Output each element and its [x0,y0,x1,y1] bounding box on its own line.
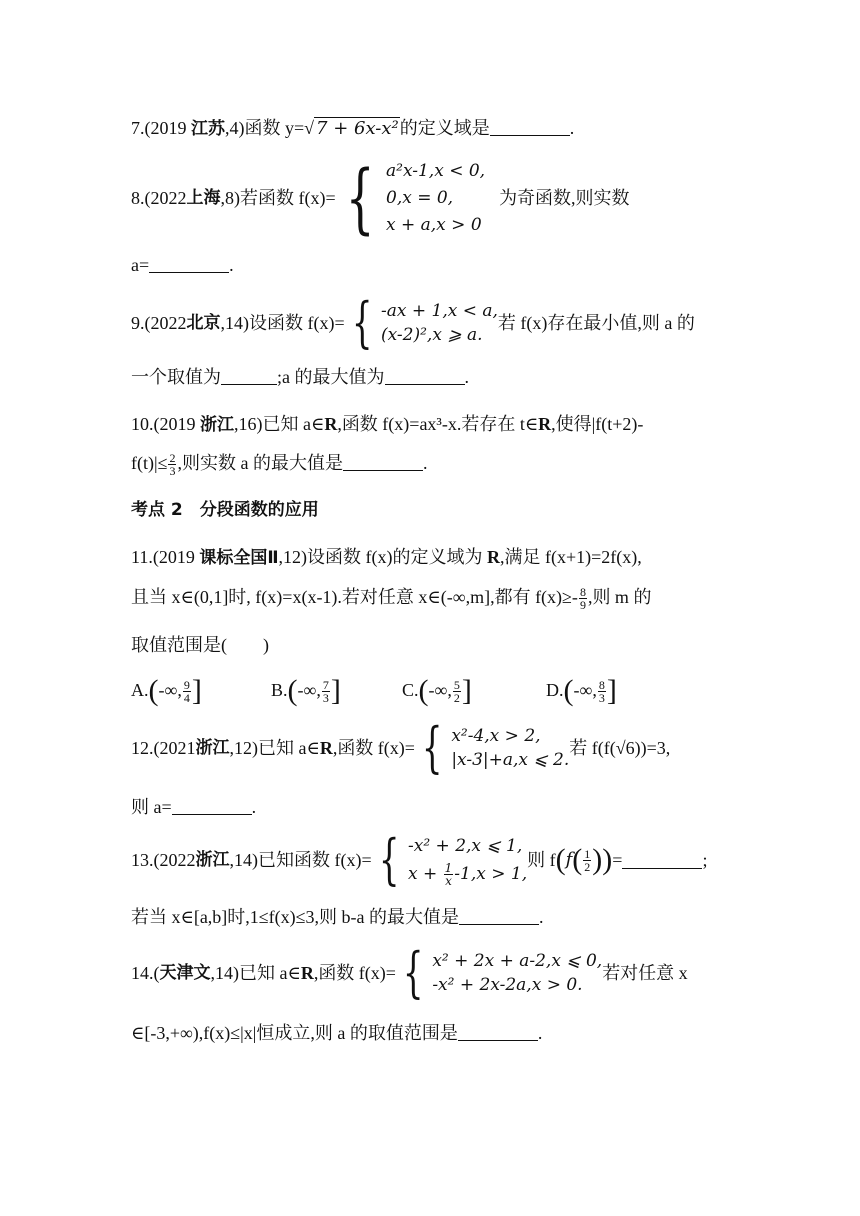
q14-tail: 若对任意 x [602,963,688,983]
bracket-right: ] [606,674,617,707]
question-9-line2 [131,366,469,388]
q10-answer-blank[interactable] [343,454,423,471]
q8-source: 上海 [186,188,221,208]
q9-case-1: -ax + 1,x < a, [381,301,498,321]
question-11-line3: 取值范围是( ) [131,635,269,655]
frac-num: 9 [183,678,190,693]
question-13 [131,830,707,890]
q13-cases [408,832,527,888]
q9-case-2: (x-2)²,x ⩾ a. [381,325,483,345]
bracket-right: ] [330,674,341,707]
q14-piecewise [396,941,603,1004]
q14-cases [432,949,602,997]
q7-tail: 的定义域是 [399,118,490,138]
q11-line2-text-b: ,则 m 的 [587,587,652,607]
q13-text: ,14)已知函数 f(x)= [229,850,372,870]
q11-option-d[interactable] [546,676,617,706]
q10-line2-text: f(t)|≤ [131,453,168,473]
question-9 [131,291,695,354]
q14-end: . [537,1023,543,1043]
q7-sqrt: √ 7 + 6x-x² [304,118,399,139]
q10-number: 10.(2019 [131,414,200,434]
q13-case-2a: x + [408,864,443,884]
q14-text: ,14)已知 a∈ [210,963,301,983]
q12-answer-blank[interactable] [172,798,252,815]
q9-answer-blank-2[interactable] [385,368,465,385]
option-interval: -∞, [158,680,182,700]
option-interval: -∞, [428,680,452,700]
q9-brace: { [351,291,373,354]
q11-option-a[interactable] [131,676,202,706]
q11-line2-text: 且当 x∈(0,1]时, f(x)=x(x-1).若对任意 x∈(-∞,m],都有 f(x)≥- [131,587,578,607]
q7-number: 7.(2019 [131,118,191,138]
q8-case-1: a²x-1,x < 0, [386,160,486,181]
q13-source: 浙江 [195,850,230,870]
q7-answer-blank[interactable] [490,119,570,136]
option-interval: -∞, [297,680,321,700]
q8-number: 8.(2022 [131,188,187,208]
q14-case-2: -x² + 2x-2a,x > 0. [432,975,583,995]
q8-text: ,8)若函数 f(x)= [220,188,336,208]
q9-end: . [464,367,469,387]
q14-number: 14.( [131,963,160,983]
frac-den: x [445,874,452,888]
q9-line2-text-b: ;a 的最大值为 [277,367,385,387]
q13-case-fraction [444,862,454,887]
question-13-line2 [131,906,544,928]
q8-case-3: x + a,x > 0 [386,214,482,235]
option-interval: -∞, [573,680,597,700]
q9-cases [381,299,498,347]
q11-frac-den: 9 [579,598,586,613]
q13-answer-blank-2[interactable] [459,908,539,925]
q10-real-set-2: R [538,414,552,434]
q13-tail: 则 f [527,850,556,870]
q13-case-2 [408,860,527,888]
q11-real-set: R [487,547,501,567]
question-8 [131,153,630,242]
question-11 [131,546,642,569]
q10-line2-text-b: ,则实数 a 的最大值是 [177,453,343,473]
q12-case-1: x²-4,x > 2, [451,726,541,746]
q7-text: ,4)函数 y= [225,118,305,138]
q10-real-set: R [324,414,338,434]
q8-answer-blank[interactable] [149,256,229,273]
q14-answer-blank[interactable] [458,1024,538,1041]
q14-source: 天津文 [159,963,211,983]
q14-line2-text: ∈[-3,+∞),f(x)≤|x|恒成立,则 a 的取值范围是 [131,1023,458,1043]
q12-tail: 若 f(f(√6))=3, [569,738,671,758]
frac-num: 7 [322,678,329,693]
frac-num: 8 [598,678,605,693]
q10-tail: ,使得|f(t+2)- [551,414,644,434]
q13-paren-open: ( [555,843,566,876]
q10-frac-num: 2 [169,451,176,466]
q7-end: . [569,118,575,138]
q8-tail: 为奇函数,则实数 [499,188,630,208]
frac-den: 2 [584,859,591,874]
q11-option-c[interactable] [402,676,472,706]
q9-piecewise [345,291,498,354]
q12-text: ,12)已知 a∈ [229,738,320,758]
q10-fraction [168,452,176,477]
paren-left: ( [287,674,298,707]
q12-a-label: 则 a= [131,797,172,817]
q9-line2-text: 一个取值为 [131,367,221,387]
q13-end2: . [539,907,544,927]
q10-text: ,16)已知 a∈ [234,414,325,434]
q14-case-1: x² + 2x + a-2,x ⩽ 0, [432,951,603,971]
option-fraction [598,679,606,704]
q10-end: . [422,453,428,473]
q10-frac-den: 3 [169,464,176,479]
paren-left: ( [418,674,429,707]
q11-source: 课标全国Ⅱ [199,548,279,568]
question-12 [131,716,671,779]
q9-answer-blank-1[interactable] [221,368,277,385]
q12-case-2: |x-3|+a,x ⩽ 2. [451,750,570,770]
q11-option-b[interactable] [271,676,341,706]
q12-piecewise [415,716,570,779]
option-label: B. [271,680,288,700]
q14-mid: ,函数 f(x)= [313,963,396,983]
bracket-right: ] [461,674,472,707]
q13-brace: { [378,828,400,891]
q12-cases [451,724,569,772]
frac-den: 3 [322,691,329,706]
question-8-line2 [131,254,234,276]
question-14 [131,941,688,1004]
q13-paren-open-2: ( [572,843,583,876]
question-10 [131,413,643,436]
q10-mid: ,函数 f(x)=ax³-x.若存在 t∈ [337,414,539,434]
q13-line2-text: 若当 x∈[a,b]时,1≤f(x)≤3,则 b-a 的最大值是 [131,907,460,927]
q13-paren-close: ) [602,843,613,876]
q13-eq: = [612,850,623,870]
q11-text: ,12)设函数 f(x)的定义域为 [278,547,488,567]
q13-piecewise [372,828,528,891]
q13-end: ; [702,850,708,870]
q11-number: 11.(2019 [131,547,200,567]
section-title: 考点 2 分段函数的应用 [131,500,319,520]
question-11-line2 [131,586,651,611]
q14-brace: { [402,941,424,1004]
q9-tail: 若 f(x)存在最小值,则 a 的 [497,313,695,333]
frac-num: 1 [584,846,591,861]
frac-den: 3 [598,691,605,706]
q12-mid: ,函数 f(x)= [332,738,415,758]
q12-source: 浙江 [195,738,230,758]
q9-source: 北京 [186,313,221,333]
question-7 [131,117,574,140]
q13-paren-close-2: ) [592,843,603,876]
option-label: C. [402,680,419,700]
q12-brace: { [421,716,443,779]
option-fraction [183,679,191,704]
q12-end: . [251,797,257,817]
question-12-line2 [131,796,256,818]
frac-num: 5 [453,678,460,693]
q11-frac-num: 8 [579,585,586,600]
q7-radicand: 7 + 6x-x² [316,118,399,139]
question-14-line2 [131,1022,542,1044]
q13-case-2b: -1,x > 1, [454,864,528,884]
q8-piecewise [336,153,486,242]
q14-real-set: R [300,963,314,983]
option-fraction [453,679,461,704]
q11-fraction [579,586,587,611]
q13-answer-blank-1[interactable] [622,852,702,869]
q13-number: 13.(2022 [131,850,196,870]
q9-text: ,14)设函数 f(x)= [220,313,345,333]
q9-number: 9.(2022 [131,313,187,333]
q8-cases [386,158,485,239]
option-label: D. [546,680,564,700]
bracket-right: ] [191,674,202,707]
option-label: A. [131,680,149,700]
option-fraction [322,679,330,704]
question-10-line2 [131,452,427,477]
frac-den: 2 [453,691,460,706]
paren-left: ( [148,674,159,707]
q12-number: 12.(2021 [131,738,196,758]
frac-den: 4 [183,691,190,706]
q7-source: 江苏 [191,119,225,139]
q13-inner-f: f [565,849,573,870]
q8-a-label: a= [131,255,150,275]
q8-case-2: 0,x = 0, [386,187,454,208]
q13-case-1: -x² + 2,x ⩽ 1, [408,836,523,856]
q8-end: . [229,255,234,275]
paren-left: ( [563,674,574,707]
q10-source: 浙江 [200,415,234,435]
q12-real-set: R [319,738,333,758]
q11-tail: ,满足 f(x+1)=2f(x), [500,547,642,567]
q8-brace: { [345,153,375,242]
frac-num: 1 [444,861,453,875]
q13-half [583,848,591,873]
